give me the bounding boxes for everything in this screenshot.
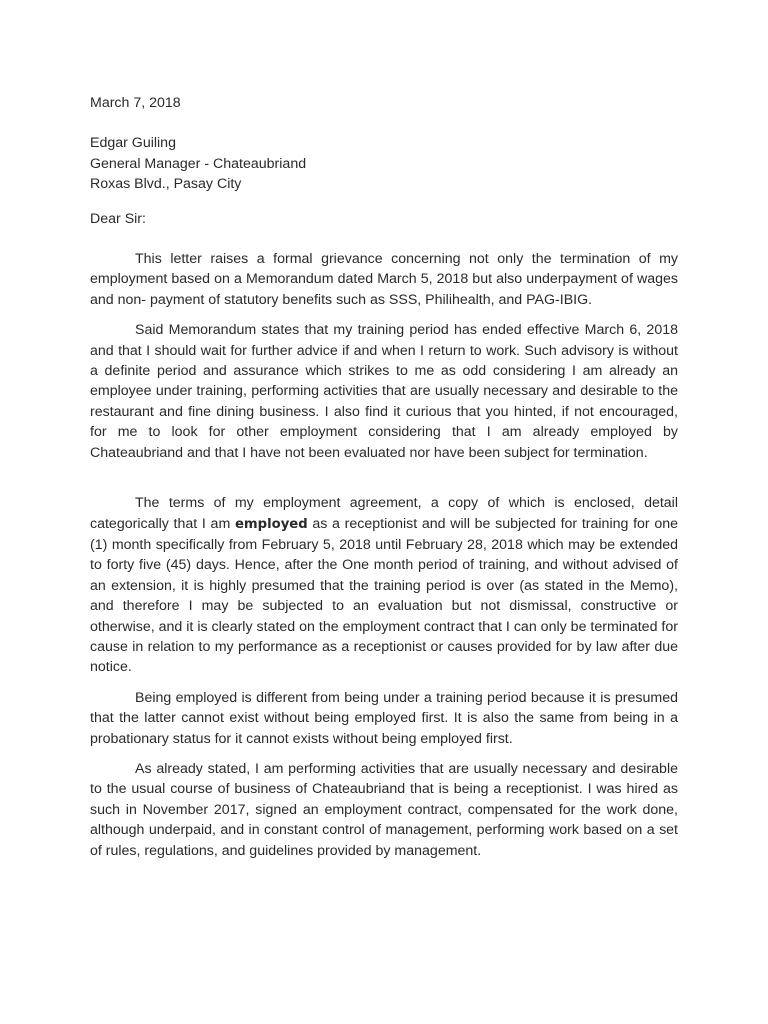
- recipient-name: Edgar Guiling: [90, 135, 176, 152]
- recipient-block: [90, 133, 678, 194]
- paragraph-receptionist-duties: As already stated, I am performing activities that are usually necessary and desirable to the usual course of business of Chateaubriand that is being a receptionist. I was hired as such in November 2017, signed an employment contract, compensated for the work done, although underpaid, and in constant control of management, performing work based on a set of rules, regulations, and guidelines provided by management.: [90, 760, 678, 859]
- paragraph-employment-terms: [90, 493, 678, 678]
- recipient-address: Roxas Blvd., Pasay City: [90, 176, 242, 193]
- paragraph-employment-terms-end: as a receptionist and will be subjected for training for one (1) month specifically from February 5, 2018 until February 28, 2018 which may be extended to forty five (45) days. Hence, after the One month period of training, and without advised of an extension, it is highly presumed that the training period is over (as stated in the Memo), and therefore I may be subjected to an evaluation but not dismissal, constructive or otherwise, and it is clearly stated on the employment contract that I can only be terminated for cause in relation to my performance as a receptionist or causes provided for by law after due notice.: [90, 515, 679, 676]
- letter-date: March 7, 2018: [90, 95, 181, 111]
- paragraph-grievance: This letter raises a formal grievance concerning not only the termination of my employment based on a Memorandum dated March 5, 2018 but also underpayment of wages and non- payment of statutory benefits such as SSS, Philihealth, and PAG-IBIG.: [90, 251, 678, 308]
- paragraph-memorandum: Said Memorandum states that my training period has ended effective March 6, 2018 and that I should wait for further advice if and when I return to work. Such advisory is without a definite period and assurance which strikes to me as odd considering I am already an employee under training, performing activities that are usually necessary and desirable to the restaurant and fine dining business. I also find it curious that you hinted, if not encouraged, for me to look for other employment considering that I am already employed by Chateaubriand and that I have not been evaluated nor have been subject for termination.: [90, 322, 678, 461]
- paragraph-employment-terms-start: The terms of my employment agreement, a copy of which is enclosed, detail categorically that I am: [90, 495, 678, 532]
- salutation: Dear Sir:: [90, 210, 146, 227]
- emphasized-word-employed: employed: [234, 516, 308, 532]
- letter-body: [90, 93, 678, 871]
- paragraph-employed-vs-training: Being employed is different from being under a training period because it is presumed that the latter cannot exist without being employed first. It is also the same from being in a probationary status for it cannot exists without being employed first.: [90, 689, 678, 747]
- recipient-title: General Manager - Chateaubriand: [90, 155, 307, 172]
